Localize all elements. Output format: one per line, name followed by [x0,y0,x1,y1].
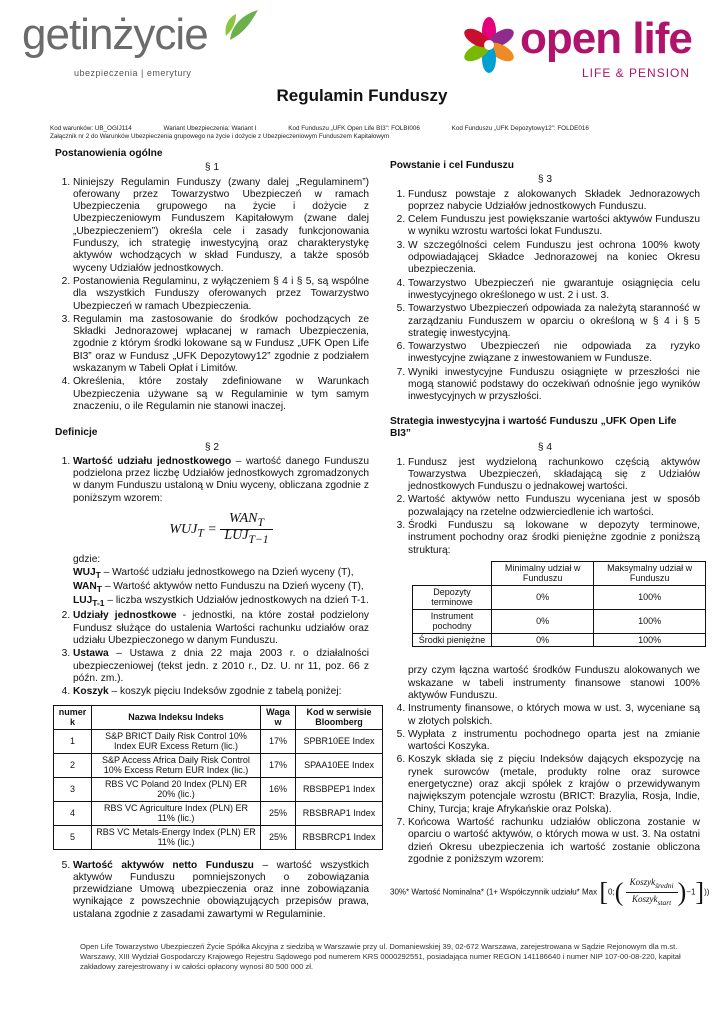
table-cell: 1 [54,729,92,753]
formula-numerator-sub: T [257,515,264,529]
table-cell: SPAA10EE Index [296,753,383,777]
list-item: 7. Wyniki inwestycyjne Funduszu osiągnięte w przeszłości nie mogą stanowić podstawy do oczekiwań odnośnie jego wyników inwestycyjnych w przyszłości. [408,367,700,404]
definition-text: - jednostki, na które został podzielony Fundusz służące do ustalenia Wartości rachunku udziałów oraz udziału Ubezpieczonego w danym Funduszu. [73,610,369,647]
wuj-formula: $WUJ_T$ = $\frac{WAN_T}{LUJ_{T-1}}$ [73,513,369,546]
leaf-icon [222,6,262,46]
formula2-text: 30%* Wartość Nominalna* (1+ Współczynnik udziału* Max [390,887,598,897]
list-item: 3. Środki Funduszu są lokowane w depozyty terminowe, instrument pochodny oraz środki pieniężne zgodnie z poniższą strukturą: Minimalny udział w Funduszu Maksymalny udział w Funduszu Depozyty terminowe 0% 100% Instrument pochodny 0% 100% Środki pieniężne 0% 100% przy czym łączna wartość środków Funduszu alokowanych we wskazane w tabeli instrumenty finansowe stanowi 100% aktywów Funduszu. [408,520,700,702]
left-column [55,148,376,922]
definition-text: – koszyk pięciu Indeksów zgodnie z tabelą poniżej: [108,686,342,698]
list-item: 4. Towarzystwo Ubezpieczeń nie gwarantuje osiągnięcia celu inwestycyjnego określonego w ust. 2 i ust. 3. [408,278,700,303]
table-header: Minimalny udział w Funduszu [492,561,594,585]
after-table-text: przy czym łączna wartość środków Funduszu alokowanych we wskazane w tabeli instrumenty finansowe stanowi 100% aktywów Funduszu. [408,665,700,701]
table-cell: Depozyty terminowe [413,585,492,609]
section-general-title: Postanowienia ogólne [55,148,163,159]
logo-right-wordmark: open life [520,14,692,63]
meta-variant: Wariant Ubezpieczenia: Wariant I [163,125,257,132]
list-item: 7. Końcowa Wartość rachunku udziałów obliczona zostanie w oparciu o wartość aktywów, o których mowa w ust. 3. Na ostatni dzień Okresu ubezpieczenia ich wartość zostanie obliczona zgodnie z poniższym wzorem: [408,817,700,866]
table-cell: RBS VC Poland 20 Index (PLN) ER 20% (lic.) [92,777,261,801]
meta-fund-code-depozytowy: Kod Funduszu „UFK Depozytowy12”: FOLDE016 [451,125,589,132]
table-row [413,609,706,633]
list-item: 3. W szczególności celem Funduszu jest ochrona 100% kwoty odpowiadającej Składce Jednorazowej na koniec Okresu ubezpieczenia. [408,240,700,277]
formula2-close: )) [704,887,710,897]
table-cell: 100% [594,609,706,633]
list-item: 6. Towarzystwo Ubezpieczeń nie odpowiada za ryzyko inwestycyjne związane z inwestowaniem w Fundusze. [408,341,700,366]
table-row [54,801,383,825]
asset-structure-table [412,561,706,648]
definition-item [73,610,369,647]
right-column [390,160,710,909]
table-cell: RBSBRAP1 Index [296,801,383,825]
table-row [413,585,706,609]
table-cell: 3 [54,777,92,801]
table-header: Maksymalny udział w Funduszu [594,561,706,585]
getinzycie-logo [22,10,252,80]
table-header: Nazwa Indeksu Indeks [92,705,261,729]
table-row [54,753,383,777]
table-row [413,633,706,647]
footer-legal-text: Open Life Towarzystwo Ubezpieczeń Życie Spółka Akcyjna z siedzibą w Warszawie przy ul. Domaniewskiej 39, 02-672 Warszawa, zarejestrowana w Sądzie Rejonowym dla m.st. Warszawy, XIII Wydział Gospodarczy Krajowego Rejestru Sądowego pod numerem KRS 0000292551, posiadająca numer REGON 141186640 i numer NIP 107-00-08-220, kapitał zakładowy zarejestrowany i w całości opłacony wynosi 80 500 000 zł. [80,942,681,971]
table-cell: 4 [54,801,92,825]
formula2-zero: 0; [608,887,615,897]
formula-lhs-sub: T [197,526,204,540]
table-cell: 17% [260,729,295,753]
table-row [54,729,383,753]
definition-term: Koszyk [73,686,109,698]
strategy-list [390,457,700,867]
list-item: 2. Celem Funduszu jest powiększanie wartości aktywów Funduszu w wyniku wzrostu wartości lokat Funduszu. [408,214,700,239]
table-cell: S&P BRICT Daily Risk Control 10% Index EUR Excess Return (lic.) [92,729,261,753]
list-item: 4. Określenia, które zostały zdefiniowane w Warunkach Ubezpieczenia używane są w Regulaminie w tym samym znaczeniu, o ile Regulamin nie stanowi inaczej. [73,376,369,413]
definition-text: – wartość danego Funduszu podzielona przez liczbę Udziałów jednostkowych zgromadzonych w danym Funduszu ustaloną w Dniu wyceny, obliczana zgodnie z poniższym wzorem: [73,455,369,504]
table-cell: SPBR10EE Index [296,729,383,753]
list-item: 2. Postanowienia Regulaminu, z wyłączeniem § 4 i § 5, są wspólne dla wszystkich Funduszy oferowanych przez Towarzystwo Ubezpieczeń w ramach Ubezpieczenia. [73,276,369,313]
meta-conditions-code: Kod warunków: UB_OGIJ114 [50,125,132,132]
table-header: Kod w serwisie Bloomberg [296,705,383,729]
table-cell: RBS VC Agriculture Index (PLN) ER 11% (lic.) [92,801,261,825]
definition-text: – Ustawa z dnia 22 maja 2003 r. o działalności ubezpieczeniowej (tekst jedn. z 2010 r., Dz. U. nr 11, poz. 66 z późn. zm.). [73,648,369,684]
definition-term: Ustawa [73,648,109,660]
table-row [54,825,383,849]
table-cell: 17% [260,753,295,777]
table-cell: 100% [594,585,706,609]
list-item: 2. Wartość aktywów netto Funduszu wyceniana jest w sposób pozwalający na rzetelne odzwierciedlenie ich wartości. [408,494,700,519]
list-item: 5. Towarzystwo Ubezpieczeń odpowiada za należytą staranność w zarządzaniu Funduszem w oparciu o określoną w § 4 i § 5 strategię inwestycyjną. [408,303,700,340]
table-cell: Środki pieniężne [413,633,492,647]
formula-fraction [220,513,272,546]
where-label: gdzie: [73,554,101,566]
index-basket-table [53,705,383,850]
formula2-fraction: $\frac{Koszyk_{średni}}{Koszyk_{start}}$ [626,876,678,909]
formula-denominator: LUJ [224,528,249,544]
paragraph-3-mark: § 3 [537,174,553,186]
final-value-formula: 30%* Wartość Nominalna* (1+ Współczynnik udziału* Max [0;( $\frac{Koszyk_{średni}}{Koszyk_{start}}$ )−1])) [390,876,700,909]
document-title: Regulamin Funduszy [276,86,448,105]
definition-term: Udziały jednostkowe [73,610,177,622]
table-cell: 16% [260,777,295,801]
where-line: $WUJ_T$ – Wartość udziału jednostkowego na Dzień wyceny (T), [73,566,354,580]
table-cell: 100% [594,633,706,647]
list-item: 1. Fundusz jest wydzieloną rachunkowo częścią aktywów Towarzystwa Ubezpieczeń, składającą się z Udziałów jednostkowych Funduszu o jednakowej wartości. [408,457,700,494]
table-cell: 2 [54,753,92,777]
table-cell: 0% [492,585,594,609]
definitions-list [55,455,376,921]
formula-lhs: WUJ [169,521,198,537]
formula2-tail: −1 [686,887,696,897]
list-item: 5. Wypłata z instrumentu pochodnego oparta jest na zmianie wartości Koszyka. [408,729,700,754]
where-line: $LUJ_{T-1}$ – liczba wszystkich Udziałów jednostkowych na dzień T-1. [73,595,369,609]
formula-denominator-sub: T−1 [248,532,269,546]
list-item: 3. Regulamin ma zastosowanie do środków pochodzących ze Składki Jednorazowej wpłacanej w ramach Ubezpieczenia, zgodnie z którym środki lokowane są w Fundusz „UFK Open Life BI3” oraz w Fundusz „UFK Depozytowy12” zgodnie z podziałem wskazanym w Tabeli Opłat i Limitów. [73,314,369,375]
table-cell: 0% [492,633,594,647]
list-item: 1. Fundusz powstaje z alokowanych Składek Jednorazowych poprzez nabycie Udziałów jednostkowych Funduszu. [408,189,700,214]
logo-right-tagline: LIFE & PENSION [582,66,691,80]
section-fund-origin-title: Powstanie i cel Funduszu [390,160,514,171]
paragraph-4-mark: § 4 [537,442,553,454]
table-header: Waga w [260,705,295,729]
general-provisions-list [55,177,369,414]
table-cell: S&P Access Africa Daily Risk Control 10% Excess Return EUR Index (lic.) [92,753,261,777]
section-definitions-title: Definicje [55,427,98,439]
list-item: 4. Instrumenty finansowe, o których mowa w ust. 3, wyceniane są w złotych polskich. [408,703,700,728]
table-header: numer k [54,705,92,729]
table-header [413,561,492,585]
table-cell: 25% [260,825,295,849]
document-meta [50,125,619,141]
definition-item [58,686,376,849]
fund-origin-list [390,189,700,404]
definition-item [73,456,369,610]
meta-fund-code-bi3: Kod Funduszu „UFK Open Life BI3”: FOLBI006 [288,125,420,132]
definition-item [73,860,369,921]
table-cell: RBS VC Metals-Energy Index (PLN) ER 11% (lic.) [92,825,261,849]
list-item: 6. Koszyk składa się z pięciu Indeksów dających ekspozycję na rynek surowców (metale, produkty rolne oraz surowce energetyczne) oraz akcji spółek z krajów o przewidywanym największym potencjale wzrostu (BRICT: Brazylia, Rosja, Indie, Chiny, Turcja; kraje Afrykańskie oraz Polska). [408,754,700,815]
table-cell: RBSBRCP1 Index [296,825,383,849]
openlife-logo [460,14,710,84]
paragraph-2-mark: § 2 [204,441,220,453]
formula2-denominator: Koszyk [631,894,658,905]
table-header-row [413,561,706,585]
formula-numerator: WAN [228,511,258,527]
logo-left-wordmark: getinżycie [22,10,208,59]
definition-text: – wartość wszystkich aktywów Funduszu pomniejszonych o zobowiązania przewidziane Umową ubezpieczenia oraz inne zobowiązania wynikające z powszechnie obowiązujących przepisów prawa, ustalana zgodnie z zasadami zawartymi w Regulaminie. [73,859,370,920]
table-cell: RBSBPEP1 Index [296,777,383,801]
section-strategy-title: Strategia inwestycyjna i wartość Funduszu „UFK Open Life BI3” [390,415,677,439]
table-row [54,777,383,801]
definition-term: Wartość aktywów netto Funduszu [73,859,254,871]
flower-icon [460,16,518,74]
table-cell: 5 [54,825,92,849]
logo-left-tagline: ubezpieczenia | emerytury [74,68,192,78]
where-line: $WAN_T$ – Wartość aktywów netto Funduszu na Dzień wyceny (T), [73,580,364,594]
table-cell: Instrument pochodny [413,609,492,633]
list-item: 1. Niniejszy Regulamin Funduszy (zwany dalej „Regulaminem”) oferowany przez Towarzystwo Ubezpieczeń w ramach Ubezpieczenia grupowego na życie i dożycie z Ubezpieczeniowym Funduszem Kapitałowym (zwane dalej „Ubezpieczeniem”) określa cele i zasady funkcjonowania Funduszy, ich strategię inwestycyjną oraz charakterystykę aktywów wchodzących w skład Funduszy, a także sposób wyceny Udziałów jednostkowych. [73,177,369,275]
meta-attachment: Załącznik nr 2 do Warunków Ubezpieczenia grupowego na życie i dożycie z Ubezpieczeniowym Funduszem Kapitałowym [50,133,390,140]
definition-term: Wartość udziału jednostkowego [73,455,232,467]
table-cell: 25% [260,801,295,825]
definition-item [73,648,369,685]
formula2-numerator: Koszyk [629,877,656,888]
table-cell: 0% [492,609,594,633]
paragraph-1-mark: § 1 [204,162,220,174]
table-header-row [54,705,383,729]
